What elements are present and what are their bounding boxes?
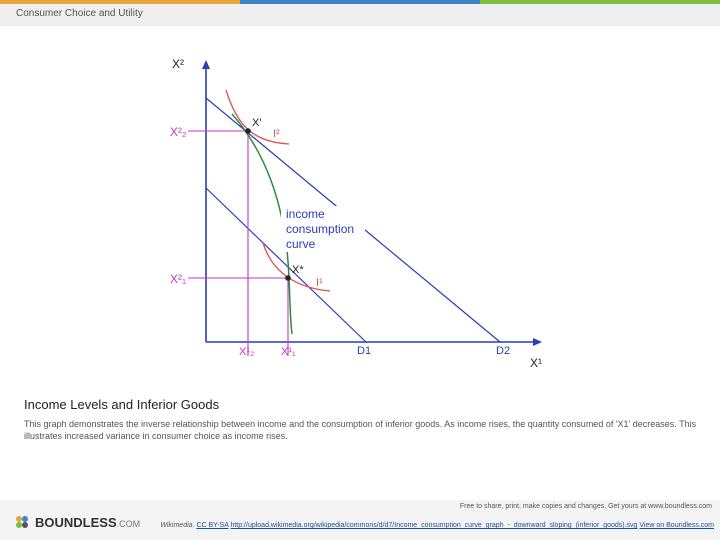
budget-label-d2: D2 bbox=[496, 345, 511, 357]
point-x-star bbox=[285, 275, 291, 281]
y-axis-arrow-icon bbox=[202, 60, 210, 69]
curve-upper-label: I² bbox=[273, 128, 280, 140]
point-x-prime bbox=[245, 128, 251, 134]
y-tick-high-label: X²₂ bbox=[170, 125, 187, 139]
logo-text bbox=[35, 515, 140, 530]
budget-label-d1: D1 bbox=[357, 345, 372, 357]
x-tick-right-label: X¹₁ bbox=[281, 346, 296, 358]
license-link[interactable]: CC BY-SA bbox=[196, 522, 229, 529]
icc-label-line1: income bbox=[286, 207, 325, 221]
x-axis-arrow-icon bbox=[533, 338, 542, 346]
logo-suffix: .COM bbox=[116, 518, 141, 529]
curve-lower-label: I¹ bbox=[316, 277, 323, 289]
view-on-boundless-link[interactable]: View on Boundless.com bbox=[639, 522, 714, 529]
caption-body: This graph demonstrates the inverse relationship between income and the consumption of inferior goods. As income rises, the quantity consumed of 'X1' decreases. This illustrates increased variance in consumer choice as income rises. bbox=[24, 419, 697, 441]
x-axis-label: X¹ bbox=[530, 356, 542, 370]
caption-title: Income Levels and Inferior Goods bbox=[24, 397, 220, 412]
point-x-star-label: X* bbox=[292, 264, 304, 276]
attribution bbox=[144, 521, 714, 530]
share-notice: Free to share, print, make copies and changes. Get yours at www.boundless.com bbox=[459, 503, 712, 510]
icc-label-line2: consumption bbox=[286, 222, 355, 236]
source-url-link[interactable]: http://upload.wikimedia.org/wikipedia/commons/d/d7/Income_consumption_curve_graph_-_downward_sloping_(inferior_goods).svg bbox=[230, 522, 638, 529]
y-axis-label: X² bbox=[172, 57, 184, 71]
point-x-prime-label: X' bbox=[252, 117, 262, 129]
y-tick-low-label: X²₁ bbox=[170, 272, 187, 286]
x-tick-left-label: X¹₂ bbox=[239, 346, 255, 358]
logo-wordmark: BOUNDLESS bbox=[35, 514, 117, 530]
icc-label-line3: curve bbox=[286, 237, 316, 251]
boundless-logo[interactable] bbox=[14, 514, 140, 530]
boundless-logo-icon bbox=[14, 514, 30, 530]
slide-title: Consumer Choice and Utility bbox=[16, 8, 143, 19]
source-prefix: Wikimedia. bbox=[160, 522, 195, 529]
